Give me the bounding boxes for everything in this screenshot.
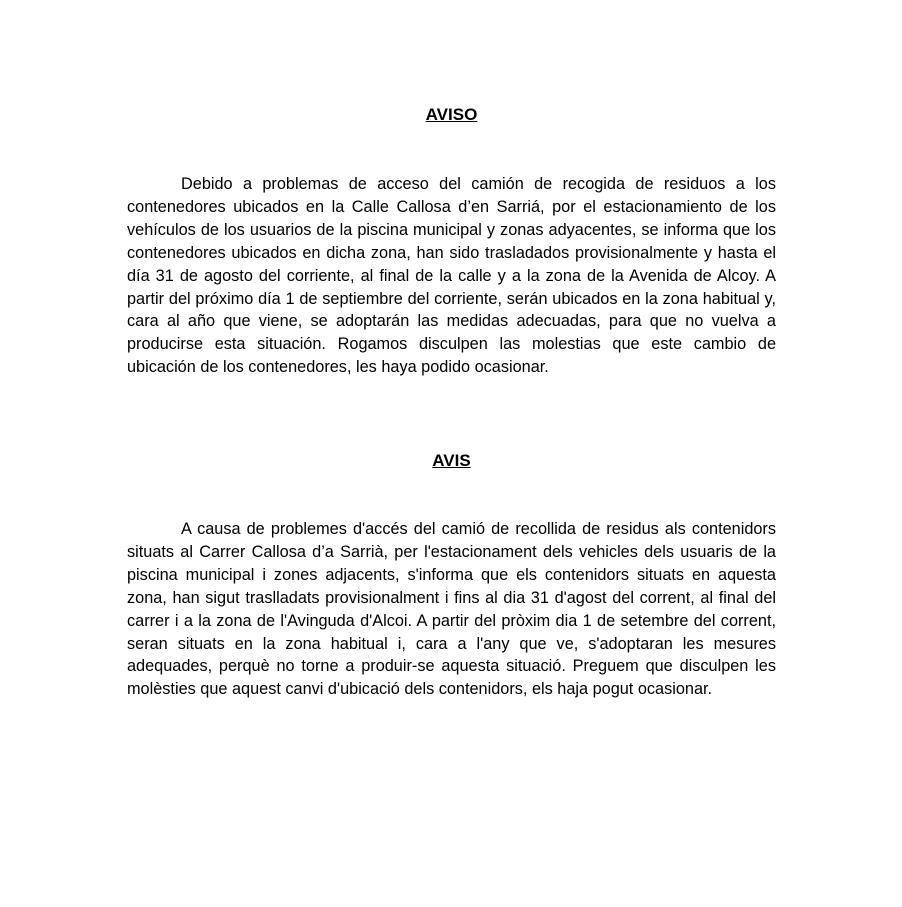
paragraph-valencian: A causa de problemes d'accés del camió de recollida de residus als contenidors situats al Carrer Callosa d’a Sarrià, per l'estacionament dels vehicles dels usuaris de la piscina municipal i zones adjacents, s'informa que els contenidors situats en aquesta zona, han sigut traslladats provisionalment i fins al dia 31 d'agost del corrent, al final del carrer i a la zona de l'Avinguda d'Alcoi. A partir del pròxim dia 1 de setembre del corrent, seran situats en la zona habitual i, cara a l'any que ve, s'adoptaran les mesures adequades, perquè no torne a produir-se aquesta situació. Preguem que disculpen les molèsties que aquest canvi d'ubicació dels contenidors, els haja pogut ocasionar. [127, 520, 776, 699]
heading-avis: AVIS [432, 451, 471, 470]
paragraph-spanish: Debido a problemas de acceso del camión de recogida de residuos a los contenedores ubicados en la Calle Callosa d’en Sarriá, por el estacionamiento de los vehículos de los usuarios de la piscina municipal y zonas adyacentes, se informa que los contenedores ubicados en dicha zona, han sido trasladados provisionalmente y hasta el día 31 de agosto del corriente, al final de la calle y a la zona de la Avenida de Alcoy. A partir del próximo día 1 de septiembre del corriente, serán ubicados en la zona habitual y, cara al año que viene, se adoptarán las medidas adecuadas, para que no vuelva a producirse esta situación. Rogamos disculpen las molestias que este cambio de ubicación de los contenedores, les haya podido ocasionar. [127, 175, 776, 377]
heading-aviso: AVISO [425, 105, 478, 124]
